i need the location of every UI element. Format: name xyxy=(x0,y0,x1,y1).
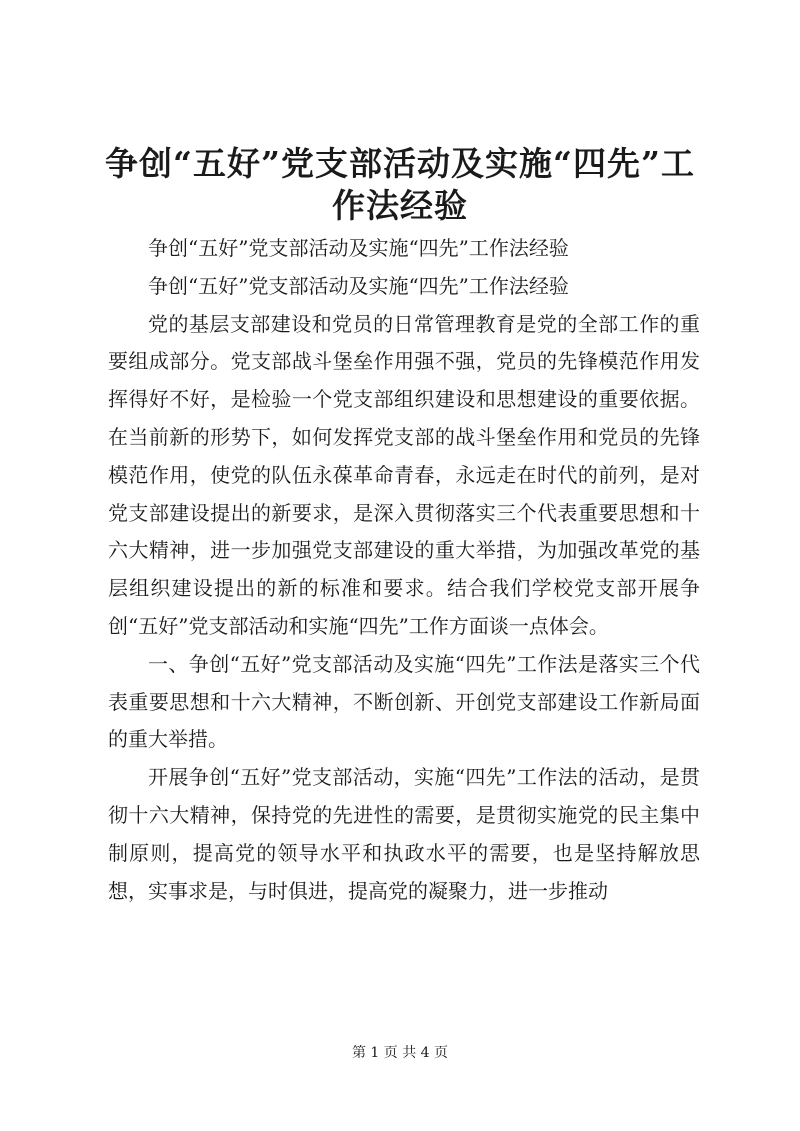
paragraph-section-one-heading: 一、争创“五好”党支部活动及实施“四先”工作法是落实三个代表重要思想和十六大精神，不断创新、开创党支部建设工作新局面的重大举措。 xyxy=(108,651,700,752)
page-footer: 第 1 页 共 4 页 xyxy=(351,1045,449,1061)
paragraph-repeat-title-2: 争创“五好”党支部活动及实施“四先”工作法经验 xyxy=(148,273,569,298)
paragraph-section-one-body: 开展争创“五好”党支部活动，实施“四先”工作法的活动，是贯彻十六大精神，保持党的先进性的需要，是贯彻实施党的民主集中制原则，提高党的领导水平和执政水平的需要，也是坚持解放思想，实事求是，与时俱进，提高党的凝聚力，进一步推动 xyxy=(108,765,700,903)
paragraph-repeat-title-1: 争创“五好”党支部活动及实施“四先”工作法经验 xyxy=(148,236,569,260)
paragraph-intro: 党的基层支部建设和党员的日常管理教育是党的全部工作的重要组成部分。党支部战斗堡垒作用强不强，党员的先锋模范作用发挥得好不好，是检验一个党支部组织建设和思想建设的重要依据。在当前新的形势下，如何发挥党支部的战斗堡垒作用和党员的先锋模范作用，使党的队伍永葆革命青春，永远走在时代的前列，是对党支部建设提出的新要求，是深入贯彻落实三个代表重要思想和十六大精神，进一步加强党支部建设的重大举措，为加强改革党的基层组织建设提出的新的标准和要求。结合我们学校党支部开展争创“五好”党支部活动和实施“四先”工作方面谈一点体会。 xyxy=(108,311,700,638)
document-body xyxy=(108,230,700,910)
document-title: 争创“五好”党支部活动及实施“四先”工作法经验 xyxy=(105,144,695,225)
